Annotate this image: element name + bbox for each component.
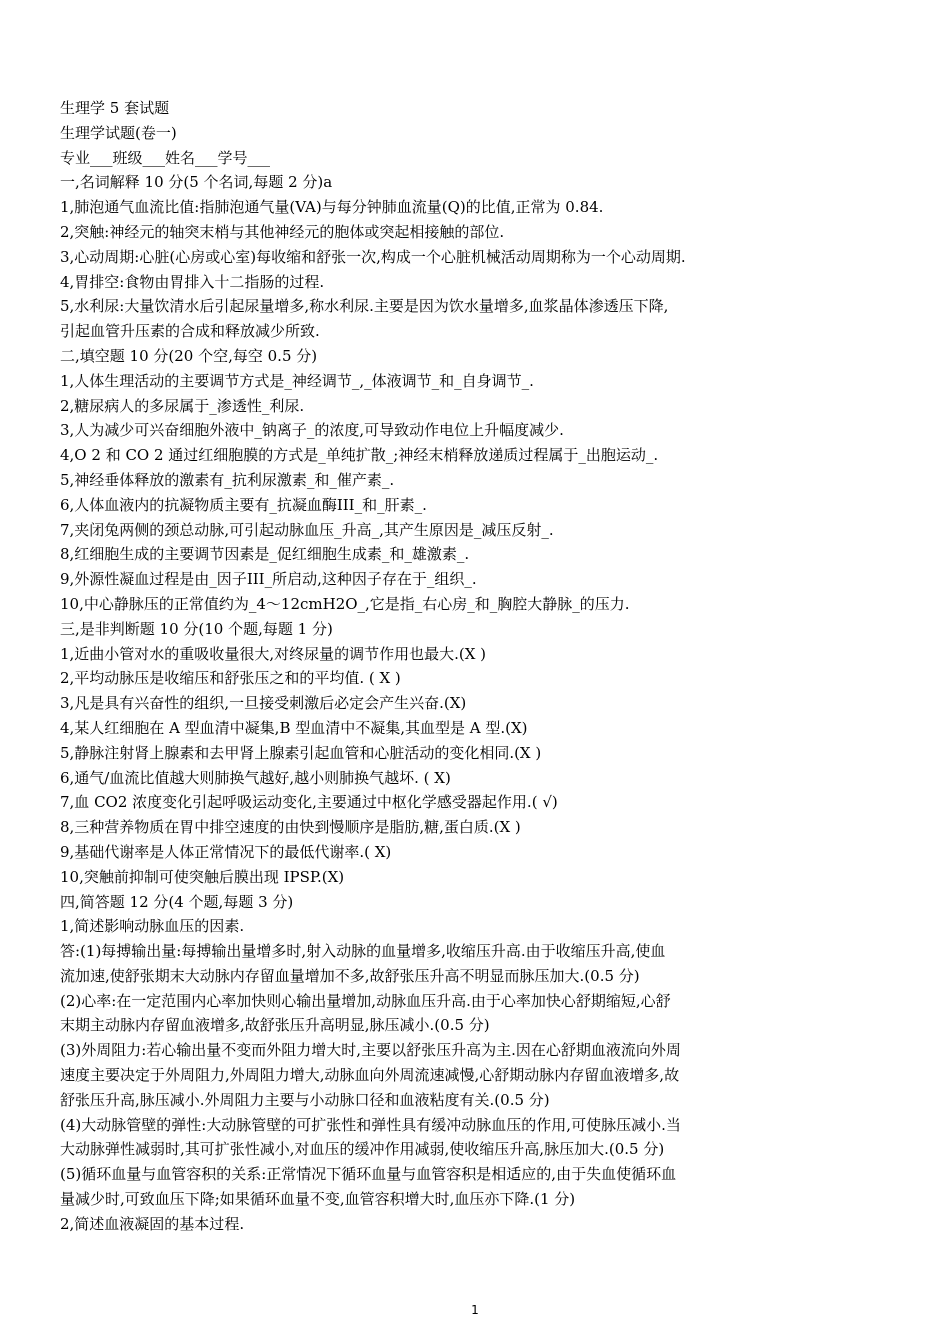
- text-line: 8,三种营养物质在胃中排空速度的由快到慢顺序是脂肪,糖,蛋白质.(X ): [60, 818, 521, 837]
- text-line: 3,心动周期:心脏(心房或心室)每收缩和舒张一次,构成一个心脏机械活动周期称为一个心动周期.: [60, 247, 686, 266]
- text-line: 大动脉弹性减弱时,其可扩张性减小,对血压的缓冲作用减弱,使收缩压升高,脉压加大.(0.5 分): [60, 1140, 665, 1159]
- text-line: 4,某人红细胞在 A 型血清中凝集,B 型血清中不凝集,其血型是 A 型.(X): [60, 718, 528, 737]
- text-line: 三,是非判断题 10 分(10 个题,每题 1 分): [60, 619, 333, 638]
- text-line: 5,神经垂体释放的激素有_抗利尿激素_和_催产素_.: [60, 470, 395, 489]
- text-line: 引起血管升压素的合成和释放减少所致.: [60, 322, 320, 341]
- text-line: 2,突触:神经元的轴突末梢与其他神经元的胞体或突起相接触的部位.: [60, 222, 505, 241]
- text-line: 3,凡是具有兴奋性的组织,一旦接受刺激后必定会产生兴奋.(X): [60, 694, 467, 713]
- text-line: 答:(1)每搏输出量:每搏输出量增多时,射入动脉的血量增多,收缩压升高.由于收缩压升高,使血: [60, 942, 666, 961]
- text-line: 5,静脉注射肾上腺素和去甲肾上腺素引起血管和心脏活动的变化相同.(X ): [60, 743, 542, 762]
- text-line: 10,突触前抑制可使突触后膜出现 IPSP.(X): [60, 867, 345, 886]
- text-line: 四,简答题 12 分(4 个题,每题 3 分): [60, 892, 294, 911]
- text-line: 9,基础代谢率是人体正常情况下的最低代谢率.( X): [60, 842, 392, 861]
- text-line: 流加速,使舒张期末大动脉内存留血量增加不多,故舒张压升高不明显而脉压加大.(0.5 分): [60, 966, 640, 985]
- text-line: 6,人体血液内的抗凝物质主要有_抗凝血酶III_和_肝素_.: [60, 495, 427, 514]
- text-line: 速度主要决定于外周阻力,外周阻力增大,动脉血向外周流速减慢,心舒期动脉内存留血液增多,故: [60, 1066, 680, 1085]
- document-body: [60, 96, 910, 1237]
- text-line: 7,血 CO2 浓度变化引起呼吸运动变化,主要通过中枢化学感受器起作用.( √): [60, 793, 558, 812]
- text-line: 1,肺泡通气血流比值:指肺泡通气量(VA)与每分钟肺血流量(Q)的比值,正常为 0.84.: [60, 198, 604, 217]
- text-line: 一,名词解释 10 分(5 个名词,每题 2 分)a: [60, 173, 333, 192]
- text-line: 6,通气/血流比值越大则肺换气越好,越小则肺换气越坏. ( X): [60, 768, 451, 787]
- text-line: 生理学 5 套试题: [60, 99, 170, 117]
- text-line: (4)大动脉管壁的弹性:大动脉管壁的可扩张性和弹性具有缓冲动脉血压的作用,可使脉压减小.当: [60, 1115, 681, 1134]
- text-line: 4,O 2 和 CO 2 通过红细胞膜的方式是_单纯扩散_;神经末梢释放递质过程属于_出胞运动_.: [60, 446, 659, 465]
- text-line: 9,外源性凝血过程是由_因子III_所启动,这种因子存在于_组织_.: [60, 570, 477, 589]
- text-line: 量减少时,可致血压下降;如果循环血量不变,血管容积增大时,血压亦下降.(1 分): [60, 1190, 576, 1209]
- text-line: 1,简述影响动脉血压的因素.: [60, 917, 245, 936]
- text-line: 生理学试题(卷一): [60, 123, 177, 142]
- text-line: (2)心率:在一定范围内心率加快则心输出量增加,动脉血压升高.由于心率加快心舒期缩短,心舒: [60, 991, 671, 1010]
- text-line: 10,中心静脉压的正常值约为_4～12cmH2O_,它是指_右心房_和_胸腔大静脉_的压力.: [60, 594, 630, 613]
- text-line: 3,人为减少可兴奋细胞外液中_钠离子_的浓度,可导致动作电位上升幅度减少.: [60, 421, 564, 440]
- text-line: 专业___班级___姓名___学号___: [60, 148, 271, 167]
- text-line: 2,简述血液凝固的基本过程.: [60, 1214, 245, 1233]
- text-line: (3)外周阻力:若心输出量不变而外阻力增大时,主要以舒张压升高为主.因在心舒期血液流向外周: [60, 1041, 681, 1060]
- text-line: 4,胃排空:食物由胃排入十二指肠的过程.: [60, 272, 325, 291]
- text-line: 2,平均动脉压是收缩压和舒张压之和的平均值. ( X ): [60, 669, 401, 688]
- text-line: 2,糖尿病人的多尿属于_渗透性_利尿.: [60, 396, 305, 415]
- text-line: 1,人体生理活动的主要调节方式是_神经调节_,_体液调节_和_自身调节_.: [60, 371, 534, 390]
- text-line: 1,近曲小管对水的重吸收量很大,对终尿量的调节作用也最大.(X ): [60, 644, 487, 663]
- text-line: 8,红细胞生成的主要调节因素是_促红细胞生成素_和_雄激素_.: [60, 545, 470, 564]
- text-line: 末期主动脉内存留血液增多,故舒张压升高明显,脉压减小.(0.5 分): [60, 1016, 490, 1035]
- page-number: 1: [471, 1303, 479, 1317]
- text-line: (5)循环血量与血管容积的关系:正常情况下循环血量与血管容积是相适应的,由于失血使循环血: [60, 1165, 677, 1184]
- text-line: 7,夹闭兔两侧的颈总动脉,可引起动脉血压_升高_,其产生原因是_减压反射_.: [60, 520, 554, 539]
- text-line: 二,填空题 10 分(20 个空,每空 0.5 分): [60, 346, 318, 365]
- text-line: 舒张压升高,脉压减小.外周阻力主要与小动脉口径和血液粘度有关.(0.5 分): [60, 1090, 550, 1109]
- text-line: 5,水利尿:大量饮清水后引起尿量增多,称水利尿.主要是因为饮水量增多,血浆晶体渗透压下降,: [60, 297, 669, 316]
